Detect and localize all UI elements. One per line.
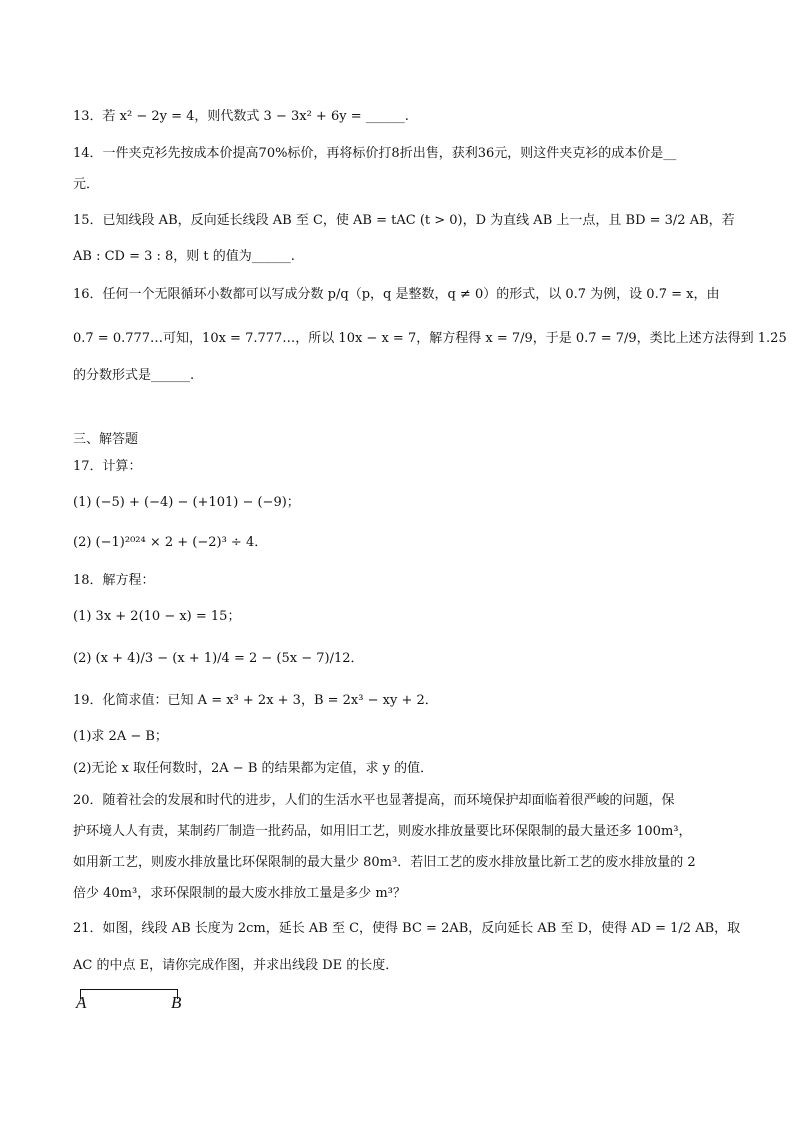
- q19-title: 19．化简求值：已知 A = x³ + 2x + 3，B = 2x³ − xy + 2．: [73, 693, 438, 708]
- segment-ab: [80, 989, 178, 999]
- q14-line-1: 14．一件夹克衫先按成本价提高70%标价，再将标价打8折出售，获利36元，则这件夹克衫的成本价是__: [73, 146, 677, 161]
- section-heading: 三、解答题: [73, 432, 139, 447]
- q15-line-1: 15．已知线段 AB，反向延长线段 AB 至 C，使 AB = tAC (t > 0)，D 为直线 AB 上一点，且 BD = 3/2 AB，若: [73, 213, 735, 228]
- q19-part2: (2)无论 x 取任何数时，2A − B 的结果都为定值，求 y 的值．: [73, 761, 434, 776]
- q16-line-3: 的分数形式是______.: [73, 368, 195, 383]
- q13-line: 13．若 x² − 2y = 4，则代数式 3 − 3x² + 6y = ______.: [73, 109, 409, 124]
- q17-part1: (1) (−5) + (−4) − (+101) − (−9)；: [73, 495, 300, 510]
- q21-line-1: 21．如图，线段 AB 长度为 2cm，延长 AB 至 C，使得 BC = 2AB，反向延长 AB 至 D，使得 AD = 1/2 AB，取: [73, 921, 741, 936]
- q20-line-3: 如用新工艺，则废水排放量比环保限制的最大量少 80m³．若旧工艺的废水排放量比新工艺的废水排放量的 2: [73, 855, 696, 870]
- q15-line-2: AB : CD = 3 : 8，则 t 的值为______.: [73, 249, 295, 264]
- q17-part2: (2) (−1)²⁰²⁴ × 2 + (−2)³ ÷ 4．: [73, 535, 268, 550]
- q18-part1: (1) 3x + 2(10 − x) = 15；: [73, 609, 241, 624]
- q17-title: 17．计算：: [73, 459, 142, 474]
- q20-line-4: 倍少 40m³，求环保限制的最大废水排放工量是多少 m³？: [73, 886, 406, 901]
- q21-line-2: AC 的中点 E，请你完成作图，并求出线段 DE 的长度．: [73, 958, 399, 973]
- q18-part2: (2) (x + 4)/3 − (x + 1)/4 = 2 − (5x − 7)/12．: [73, 651, 364, 666]
- q16-line-2: 0.7̇ = 0.777…可知，10x = 7.777…，所以 10x − x = 7，解方程得 x = 7/9，于是 0.7̇ = 7/9，类比上述方法得到 1.2̇5̇: [73, 331, 787, 346]
- point-b-label: B: [171, 993, 182, 1012]
- q19-part1: (1)求 2A − B；: [73, 729, 168, 744]
- q16-line-1: 16．任何一个无限循环小数都可以写成分数 p/q（p，q 是整数，q ≠ 0）的形式，以 0.7̇ 为例，设 0.7̇ = x，由: [73, 287, 720, 302]
- q20-line-1: 20．随着社会的发展和时代的进步，人们的生活水平也显著提高，而环境保护却面临着很严峻的问题，保: [73, 793, 675, 808]
- point-a-label: A: [76, 993, 87, 1012]
- q18-title: 18．解方程：: [73, 573, 155, 588]
- q14-line-2: 元．: [73, 177, 100, 192]
- q20-line-2: 护环境人人有责，某制药厂制造一批药品，如用旧工艺，则废水排放量要比环保限制的最大量还多 100m³，: [73, 824, 692, 839]
